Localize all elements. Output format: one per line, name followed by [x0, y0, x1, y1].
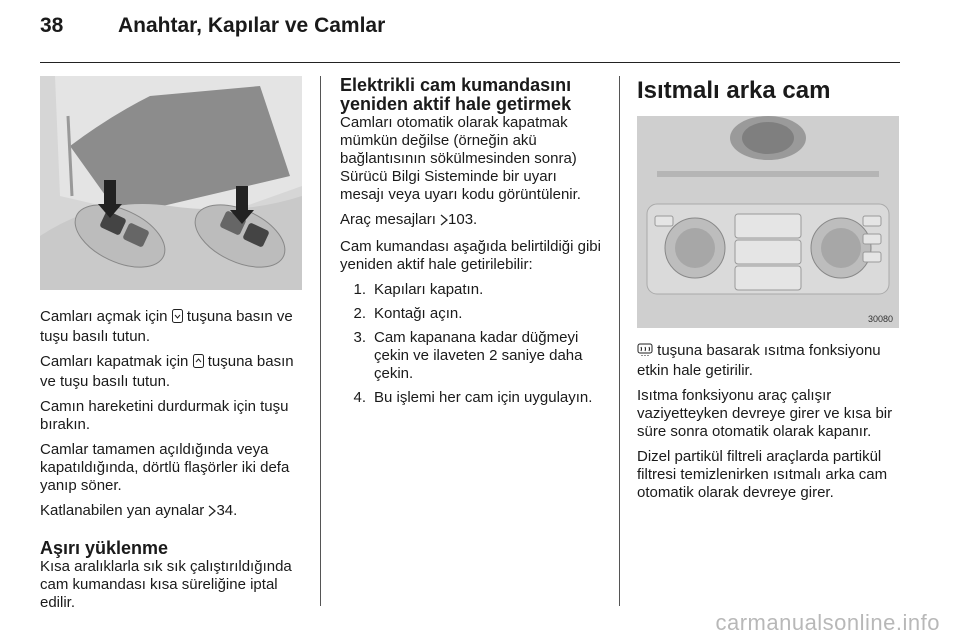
- paragraph-diesel-filter: Dizel partikül filtreli araçlarda partikül filtresi temizlenirken ısıtmalı arka cam otomatik olarak devreye girer.: [637, 448, 888, 501]
- paragraph-overload: Kısa aralıklarla sık sık çalıştırıldığında cam kumandası kısa süreliğine iptal edilir.: [40, 558, 292, 611]
- watermark: carmanualsonline.info: [715, 610, 940, 635]
- window-open-icon: [172, 309, 183, 328]
- list-item: 2. Kontağı açın.: [353, 305, 463, 322]
- page-ref-link[interactable]: 34.: [216, 502, 238, 519]
- list-item: 3. Cam kapanana kadar düğmeyi çekin ve ilaveten 2 saniye daha çekin.: [353, 329, 583, 382]
- paragraph-stop-movement: Camın hareketini durdurmak için tuşu bırakın.: [40, 398, 289, 433]
- window-switch-illustration: [40, 76, 302, 290]
- paragraph-close-windows: Camları kapatmak için tuşuna basın ve tuşu basılı tutun.: [40, 353, 294, 390]
- page-ref-link[interactable]: 103.: [448, 211, 478, 228]
- column-divider: [320, 76, 321, 606]
- section-heading-overload: Aşırı yüklenme: [40, 538, 169, 558]
- steps-list: [340, 281, 602, 407]
- paragraph-reactivate-intro: Camları otomatik olarak kapatmak mümkün değilse (örneğin akü bağlantısının sökülmesinden sonra) Sürücü Bilgi Sisteminde bir uyarı mesajı veya uyarı kodu görüntülenir.: [340, 114, 581, 203]
- column-left: [40, 76, 302, 619]
- rear-window-heat-icon: [637, 343, 653, 362]
- paragraph-hazard-flash: Camlar tamamen açıldığında veya kapatıldığında, dörtlü flaşörler iki defa yanıp söner.: [40, 441, 290, 494]
- climate-control-panel-illustration: [637, 116, 899, 328]
- figure-number: 30080: [867, 314, 893, 324]
- paragraph-rear-heat-button: tuşuna basarak ısıtma fonksiyonu etkin hale getirilir.: [637, 342, 881, 379]
- column-divider: [619, 76, 620, 606]
- paragraph-vehicle-messages: Araç mesajları 103.: [340, 211, 602, 231]
- paragraph-reactivate-steps-intro: Cam kumandası aşağıda belirtildiği gibi yeniden aktif hale getirilebilir:: [340, 238, 601, 273]
- paragraph-heating-function: Isıtma fonksiyonu araç çalışır vaziyetteyken devreye girer ve kısa bir süre sonra otomatik olarak kapanır.: [637, 387, 893, 440]
- window-close-icon: [193, 354, 204, 373]
- list-item: 4. Bu işlemi her cam için uygulayın.: [353, 389, 593, 406]
- section-heading-rear-window: Isıtmalı arka cam: [637, 77, 831, 104]
- page-title: Anahtar, Kapılar ve Camlar: [118, 14, 386, 37]
- page-ref-arrow-icon: [440, 213, 448, 231]
- header-rule: [40, 62, 900, 63]
- list-item: 1. Kapıları kapatın.: [353, 281, 484, 298]
- column-right: [637, 76, 899, 509]
- column-middle: [340, 76, 602, 413]
- paragraph-open-windows: Camları açmak için tuşuna basın ve tuşu basılı tutun.: [40, 308, 293, 345]
- paragraph-mirrors-ref: Katlanabilen yan aynalar 34.: [40, 502, 302, 522]
- page-number: 38: [40, 14, 64, 37]
- section-heading-reactivate: Elektrikli cam kumandasını yeniden aktif hale getirmek: [340, 75, 572, 114]
